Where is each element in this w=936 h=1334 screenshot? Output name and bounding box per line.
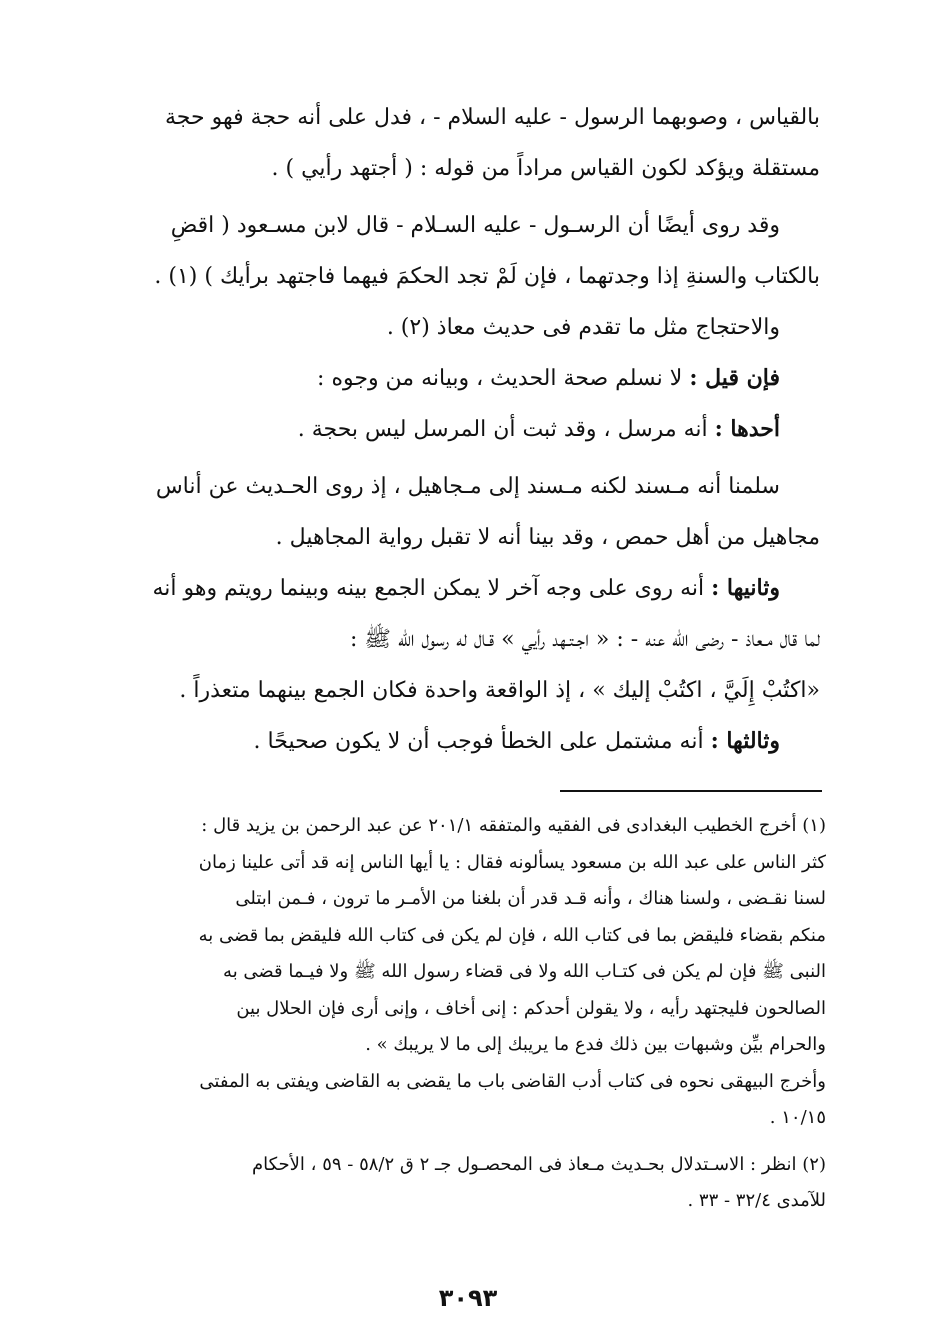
text-line — [108, 563, 820, 614]
footnote-line: النبى ﷺ فإن لم يكن فى كتـاب الله ولا فى قضاء رسول الله ﷺ ولا فيـما قضى به — [223, 961, 826, 982]
footnote-line: للآمدى ٣٢/٤ - ٣٣ . — [687, 1190, 826, 1211]
text-line: وقد روى أيضًا أن الرسـول - عليه السـلام - قال لابن مسـعود ( اقضِ — [170, 213, 780, 238]
text-line: بالكتاب والسنةِ إذا وجدتهما ، فإن لَمْ تجد الحكمَ فيهما فاجتهد برأيك ) (١) . — [154, 264, 820, 289]
footnote-line: وأخرج البيهقى نحوه فى كتاب أدب القاضى باب ما يقضى به القاضى ويفتى به المفتى — [199, 1070, 826, 1092]
point-two-text: أنه روى على وجه آخر لا يمكن الجمع بينه وبينما رويتم وهو أنه — [152, 576, 705, 601]
point-three-text: أنه مشتمل على الخطأ فوجب أن لا يكون صحيحًا . — [253, 729, 704, 754]
objection-lead: فإن قيل : — [689, 365, 780, 391]
text-line: مجاهيل من أهل حمص ، وقد بينا أنه لا تقبل رواية المجاهيل . — [275, 525, 820, 550]
footnote-line: لسنا نقـضى ، ولسنا هناك ، وأنه قـد قدر أن بلغنا من الأمـر ما ترون ، فـمن ابتلى — [235, 888, 826, 909]
footnotes-section — [108, 808, 826, 1220]
footnote-line: الصالحون فليجتهد رأيه ، ولا يقولن أحدكم : إنى أخاف ، وإنى أرى فإن الحلال بين — [236, 997, 826, 1019]
footnote-line: كثر الناس على عبد الله بن مسعود يسألونه فقال : يا أيها الناس إنه قد أتى علينا زمان — [198, 851, 826, 873]
objection-text: لا نسلم صحة الحديث ، وبيانه من وجوه : — [317, 366, 683, 391]
main-text-body — [108, 92, 820, 767]
text-line: بالقياس ، وصوبهما الرسول - عليه السلام - ، فدل على أنه حجة فهو حجة — [165, 105, 820, 130]
footnote-line: والحرام بيِّن وشبهات بين ذلك فدع ما يريبك إلى ما لا يريبك » . — [365, 1034, 826, 1055]
point-three-lead: وثالثها : — [710, 728, 780, 754]
page-number: ٣٠٩٣ — [438, 1284, 498, 1312]
footnote-line: (١) أخرج الخطيب البغدادى فى الفقيه والمتفقه ٢٠١/١ عن عبد الرحمن بن يزيد قال : — [201, 815, 826, 836]
text-line — [108, 353, 820, 404]
text-line: مستقلة ويؤكد لكون القياس مراداً من قوله : ( أجتهد رأيي ) . — [271, 156, 820, 181]
point-one-text: أنه مرسل ، وقد ثبت أن المرسل ليس بحجة . — [297, 417, 708, 442]
point-two-lead: وثانيها : — [711, 575, 780, 601]
text-line — [108, 404, 820, 455]
footnote-line: ١٠/١٥ . — [769, 1107, 826, 1128]
text-line — [108, 716, 820, 767]
footnote-line: (٢) انظر : الاسـتدلال بحـديث مـعاذ فى المحصـول جـ ٢ ق ٥٨/٢ - ٥٩ ، الأحكام — [251, 1153, 826, 1175]
text-line: سلمنا أنه مـسند لكنه مـسند إلى مـجاهيل ، إذ روى الحـديث عن أناس — [155, 474, 780, 499]
footnote-line: منكم بقضاء فليقض بما فى كتاب الله ، فإن لم يكن فى كتاب الله فليقض بما قضى به — [198, 924, 826, 946]
point-one-lead: أحدها : — [714, 416, 780, 442]
text-line: «اكتُبْ إِلَيَّ ، اكتُبْ إليك » ، إذ الواقعة واحدة فكان الجمع بينهما متعذراً . — [179, 678, 820, 703]
footnote-separator — [560, 790, 822, 792]
text-line: والاحتجاج مثل ما تقدم فى حديث معاذ (٢) . — [386, 315, 780, 340]
text-line: لما قال مـعاذ - رضى الله عنه - : « اجـتـهد رأيي » قـال له رسول الله ﷺ : — [350, 627, 820, 652]
